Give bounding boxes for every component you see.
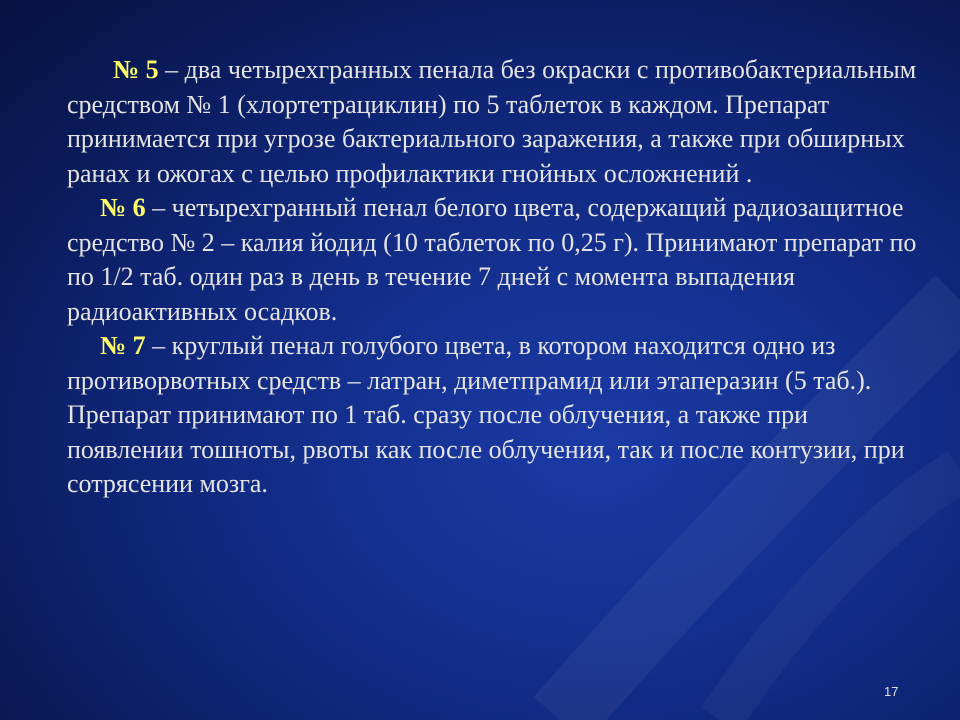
- slide-number: 17: [884, 684, 899, 699]
- item-text: – круглый пенал голубого цвета, в котором находится одно из противорвотных средств – латран, диметпрамид или этаперазин (5 таб.). Препарат принимают по 1 таб. сразу после облучения, а также при появлении тошноты, рвоты как после облучения, так и после контузии, при сотрясении мозга.: [67, 331, 905, 498]
- paragraph-item-6: [67, 191, 917, 329]
- item-text: – два четырехгранных пенала без окраски с противобактериальным средством № 1 (хлортетрациклин) по 5 таблеток в каждом. Препарат принимается при угрозе бактериального заражения, а также при обширных ранах и ожогах с целью профилактики гнойных осложнений .: [67, 55, 917, 188]
- item-number: № 5: [113, 55, 159, 84]
- paragraph-item-7: [67, 329, 917, 502]
- item-number: № 7: [100, 331, 146, 360]
- paragraph-item-5: [67, 53, 917, 191]
- item-number: № 6: [100, 193, 146, 222]
- item-text: – четырехгранный пенал белого цвета, содержащий радиозащитное средство № 2 – калия йодид (10 таблеток по 0,25 г). Принимают препарат по по 1/2 таб. один раз в день в течение 7 дней с момента выпадения радиоактивных осадков.: [67, 193, 917, 326]
- slide-body: [67, 53, 917, 502]
